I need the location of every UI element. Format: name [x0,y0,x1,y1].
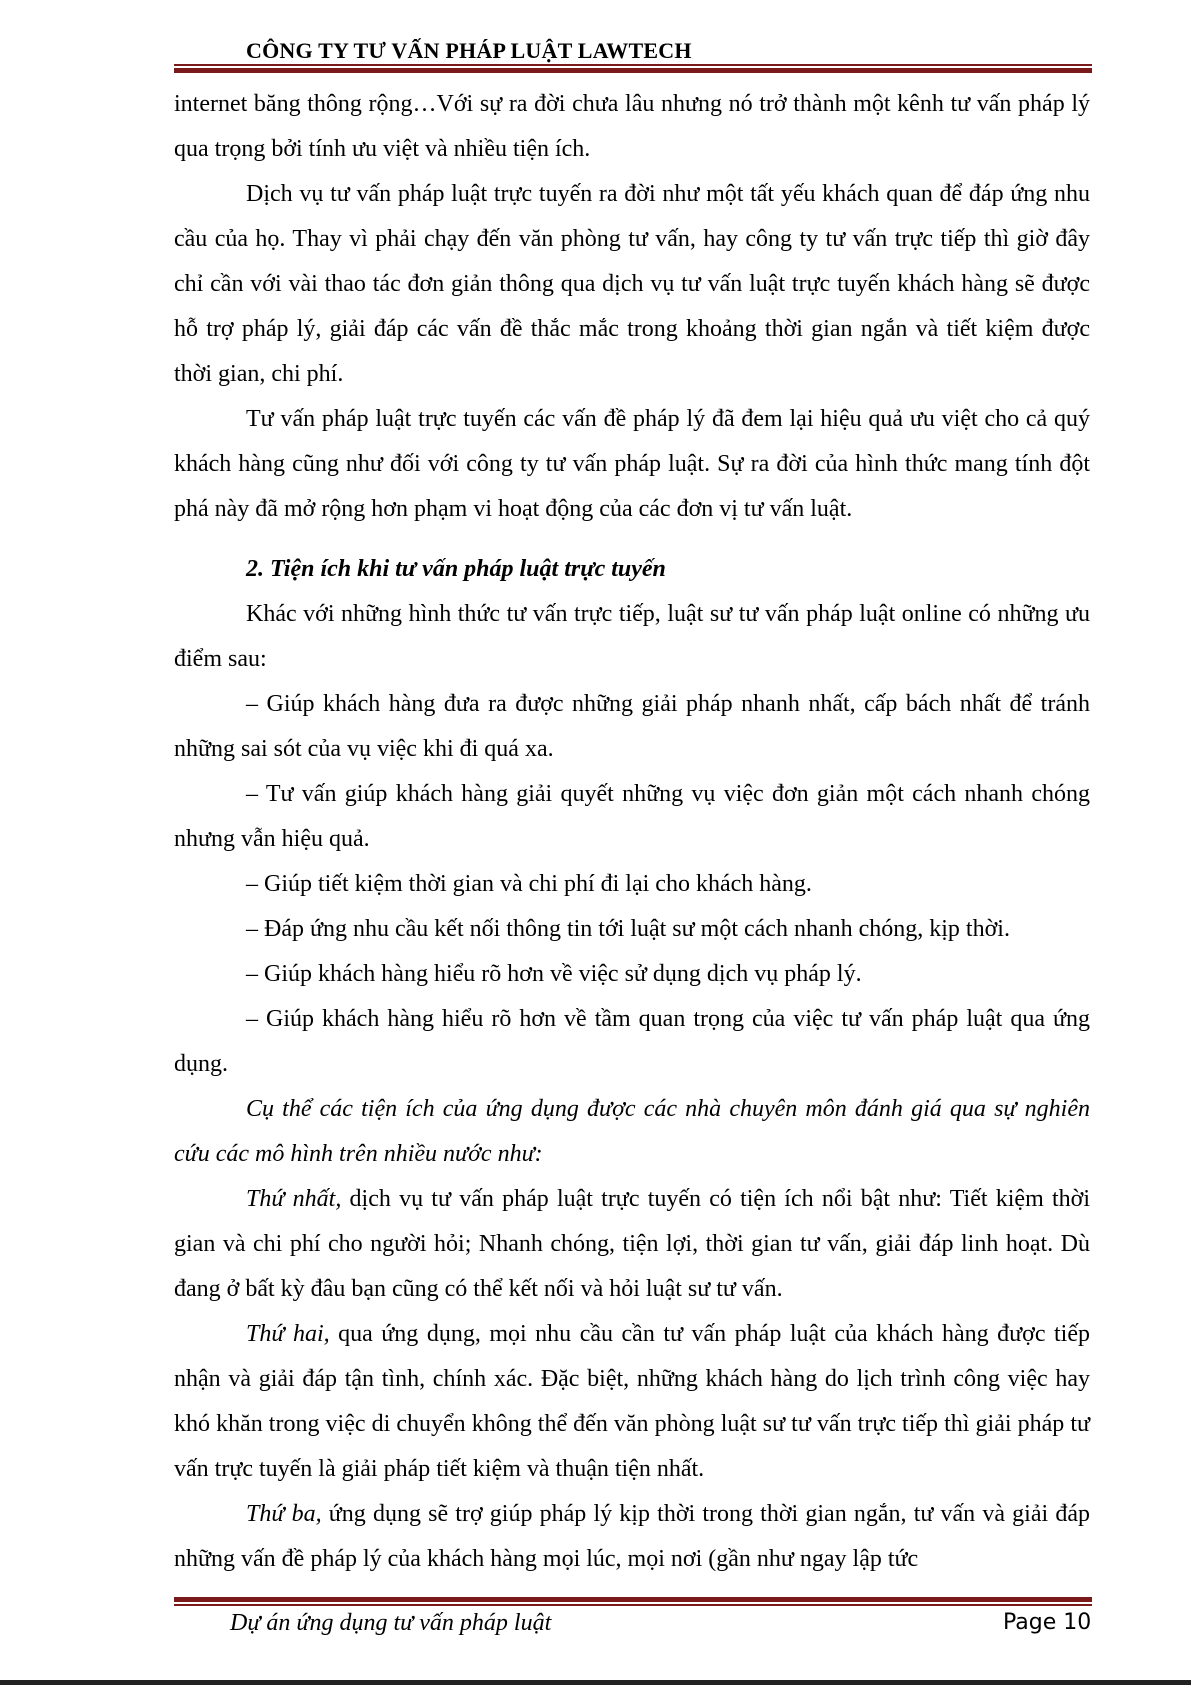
company-title: CÔNG TY TƯ VẤN PHÁP LUẬT LAWTECH [246,38,692,63]
second-benefit-lead: Thứ hai, [246,1321,330,1347]
footer-page-number: Page 10 [1003,1610,1092,1635]
list-item: – Giúp tiết kiệm thời gian và chi phí đi lại cho khách hàng. [246,871,812,897]
first-benefit-text: dịch vụ tư vấn pháp luật trực tuyến có tiện ích nổi bật như: Tiết kiệm thời gian và chi phí cho người hỏi; Nhanh chóng, tiện lợi, thời gian tư vấn, giải đáp linh hoạt. Dù đang ở bất kỳ đâu bạn cũng có thể kết nối và hỏi luật sư tư vấn. [174,1186,1090,1302]
third-benefit-lead: Thứ ba, [246,1501,322,1527]
paragraph-benefits-overview: Tư vấn pháp luật trực tuyến các vấn đề pháp lý đã đem lại hiệu quả ưu việt cho cả quý khách hàng cũng như đối với công ty tư vấn pháp luật. Sự ra đời của hình thức mang tính đột phá này đã mở rộng hơn phạm vi hoạt động của các đơn vị tư vấn luật. [174,406,1090,522]
paragraph-third-benefit [174,1492,1090,1582]
paragraph-second-benefit [174,1312,1090,1492]
section-heading: 2. Tiện ích khi tư vấn pháp luật trực tuyến [246,556,666,582]
second-benefit-text: qua ứng dụng, mọi nhu cầu cần tư vấn pháp luật của khách hàng được tiếp nhận và giải đáp tận tình, chính xác. Đặc biệt, những khách hàng do lịch trình công việc hay khó khăn trong việc di chuyển không thể đến văn phòng luật sư tư vấn trực tiếp thì giải pháp tư vấn trực tuyến là giải pháp tiết kiệm và thuận tiện nhất. [174,1321,1090,1482]
paragraph-intro-continued: internet băng thông rộng…Với sự ra đời chưa lâu nhưng nó trở thành một kênh tư vấn pháp lý qua trọng bởi tính ưu việt và nhiều tiện ích. [174,91,1090,162]
paragraph-first-benefit [174,1177,1090,1312]
third-benefit-text: ứng dụng sẽ trợ giúp pháp lý kịp thời trong thời gian ngắn, tư vấn và giải đáp những vấn đề pháp lý của khách hàng mọi lúc, mọi nơi (gần như ngay lập tức [174,1501,1090,1572]
list-item: – Giúp khách hàng hiểu rõ hơn về tầm quan trọng của việc tư vấn pháp luật qua ứng dụng. [174,1006,1090,1077]
first-benefit-lead: Thứ nhất, [246,1186,342,1212]
list-item: – Giúp khách hàng hiểu rõ hơn về việc sử dụng dịch vụ pháp lý. [246,961,862,987]
footer-project-name: Dự án ứng dụng tư vấn pháp luật [230,1610,552,1636]
header-rule-thick [174,68,1092,73]
bottom-edge-bar [0,1680,1191,1685]
list-item: – Giúp khách hàng đưa ra được những giải pháp nhanh nhất, cấp bách nhất để tránh những sai sót của vụ việc khi đi quá xa. [174,691,1090,762]
paragraph-advantages-intro: Khác với những hình thức tư vấn trực tiếp, luật sư tư vấn pháp luật online có những ưu điểm sau: [174,601,1090,672]
footer-rule-thin [174,1604,1092,1606]
paragraph-expert-evaluation: Cụ thể các tiện ích của ứng dụng được các nhà chuyên môn đánh giá qua sự nghiên cứu các mô hình trên nhiều nước như: [174,1096,1090,1167]
paragraph-online-service: Dịch vụ tư vấn pháp luật trực tuyến ra đời như một tất yếu khách quan để đáp ứng nhu cầu của họ. Thay vì phải chạy đến văn phòng tư vấn, hay công ty tư vấn trực tiếp thì giờ đây chỉ cần với vài thao tác đơn giản thông qua dịch vụ tư vấn luật trực tuyến khách hàng sẽ được hỗ trợ pháp lý, giải đáp các vấn đề thắc mắc trong khoảng thời gian ngắn và tiết kiệm được thời gian, chi phí. [174,181,1090,387]
list-item: – Tư vấn giúp khách hàng giải quyết những vụ việc đơn giản một cách nhanh chóng nhưng vẫn hiệu quả. [174,781,1090,852]
footer-rule-thick [174,1597,1092,1602]
header-rule-thin [174,64,1092,66]
list-item: – Đáp ứng nhu cầu kết nối thông tin tới luật sư một cách nhanh chóng, kịp thời. [246,916,1010,942]
